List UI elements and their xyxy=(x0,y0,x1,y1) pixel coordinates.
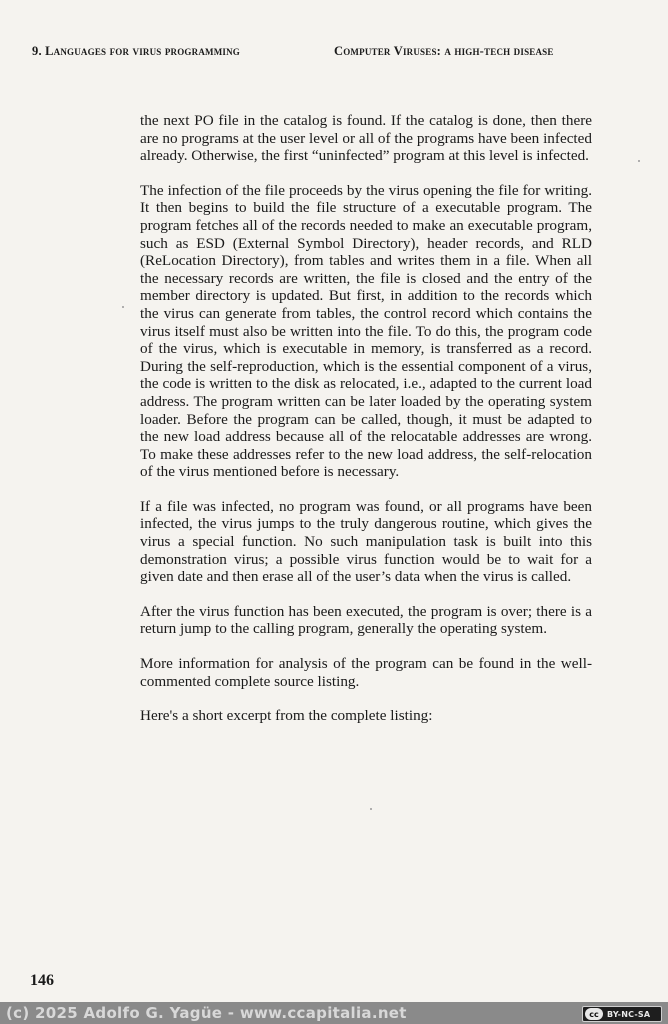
paragraph: If a file was infected, no program was found, or all programs have been infected, the virus jumps to the truly dangerous routine, which gives the virus a special function. No such manipulation task is built into this demonstration virus; a possible virus function would be to wait for a given date and then erase all of the user’s data when the virus is called. xyxy=(140,497,592,586)
paragraph: After the virus function has been executed, the program is over; there is a return jump to the calling program, generally the operating system. xyxy=(140,602,592,638)
license-text: BY-NC-SA xyxy=(607,1009,651,1019)
book-title-header: Computer Viruses: a high-tech disease xyxy=(334,44,554,58)
running-header xyxy=(0,44,668,64)
scan-speck xyxy=(370,808,372,810)
scan-speck xyxy=(638,160,640,162)
watermark-text: (c) 2025 Adolfo G. Yagüe - www.ccapitalia.net xyxy=(6,1004,407,1022)
body-text xyxy=(140,112,592,742)
paragraph: The infection of the file proceeds by the virus opening the file for writing. It then begins to build the file structure of a executable program. The program fetches all of the records needed to make an executable program, such as ESD (External Symbol Directory), header records, and RLD (ReLocation Directory), from tables and writes them in a file. When all the necessary records are written, the file is closed and the entry of the member directory is updated. But first, in addition to the records which the virus can generate from tables, the control record which contains the virus itself must also be written into the file. To do this, the program code of the virus, which is executable in memory, is transferred as a record. During the self-reproduction, which is the essential component of a virus, the code is written to the disk as relocated, i.e., adapted to the current load address. The program written can be later loaded by the operating system loader. Before the program can be called, though, it must be adapted to the new load address because all of the relocatable addresses are wrong. To make these addresses refer to the new load address, the self-relocation of the virus mentioned before is necessary. xyxy=(140,181,592,481)
cc-license-badge[interactable] xyxy=(582,1006,662,1022)
cc-icon: cc xyxy=(585,1008,603,1020)
paragraph: the next PO file in the catalog is found. If the catalog is done, then there are no programs at the user level or all of the programs have been infected already. Otherwise, the first “uninfected” program at this level is infected. xyxy=(140,112,592,165)
watermark-bar xyxy=(0,1002,668,1024)
paragraph: Here's a short excerpt from the complete listing: xyxy=(140,707,433,725)
paragraph: More information for analysis of the program can be found in the well-commented complete source listing. xyxy=(140,655,592,690)
scan-speck xyxy=(122,306,124,308)
chapter-header: 9. Languages for virus programming xyxy=(32,44,241,58)
page-number: 146 xyxy=(30,972,54,989)
